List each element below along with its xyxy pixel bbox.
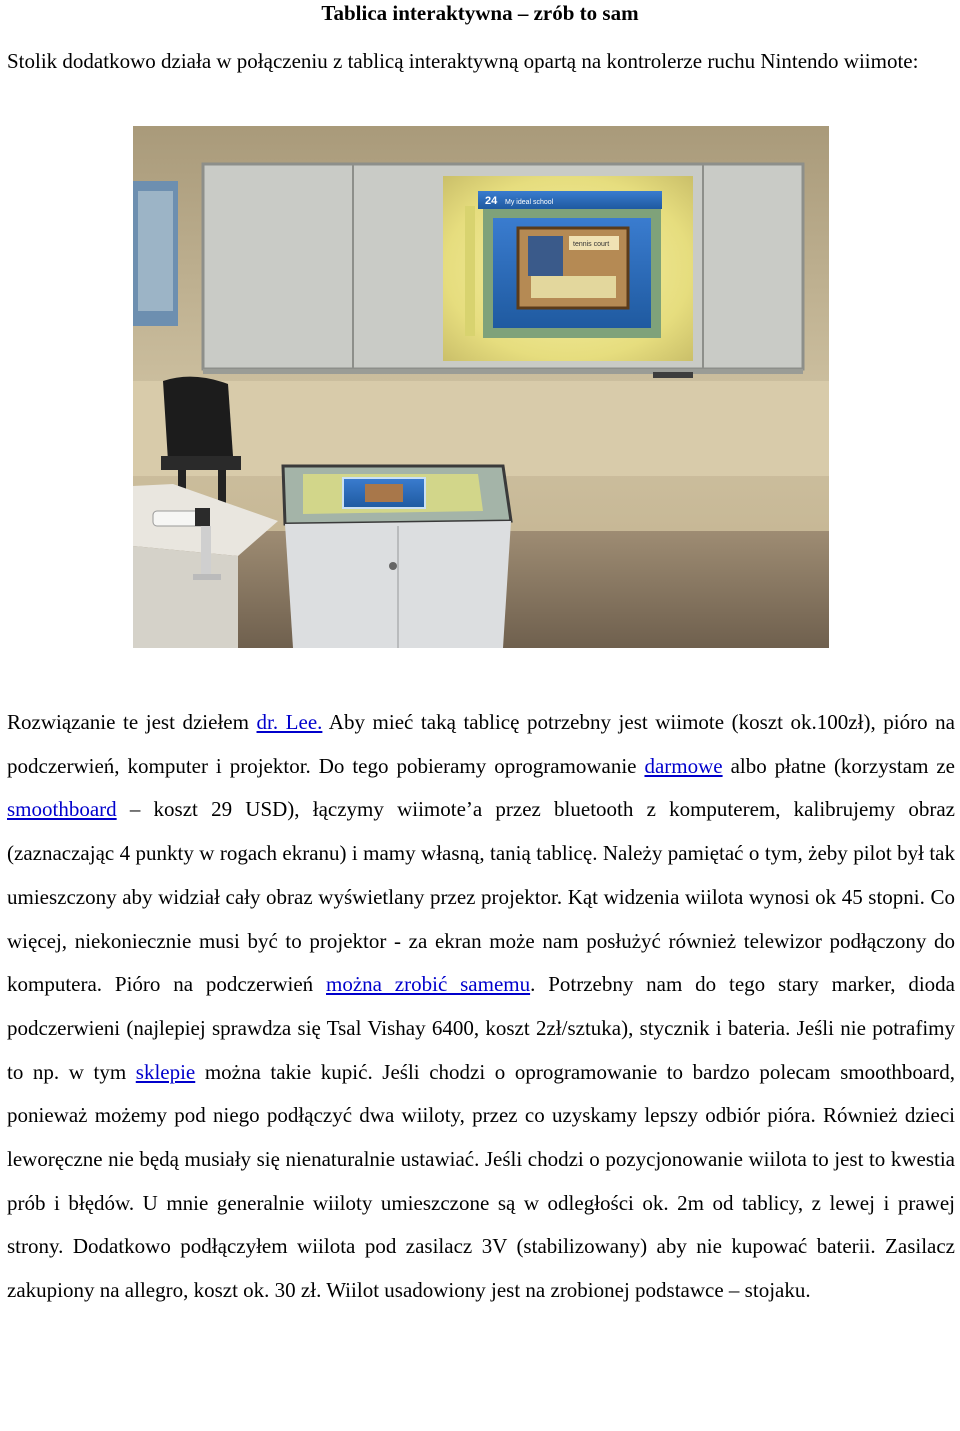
body-text-3: albo płatne (korzystam ze — [722, 753, 956, 778]
body-text-5: . Potrzebny nam do tego stary marker, dioda podczerwieni (najlepiej sprawdza się Tsal Vishay 6400, koszt 2zł/sztuka), stycznik i bateria. Jeśli nie potrafimy to np. w tym — [7, 972, 955, 1084]
body-paragraph — [7, 701, 955, 1313]
body-text-4: – koszt 29 USD), łączymy wiimote’a przez bluetooth z komputerem, kalibrujemy obraz (zaznaczając 4 punkty w rogach ekranu) i mamy własną, tanią tablicę. Należy pamiętać o tym, żeby pilot był tak umieszczony aby widział cały obraz wyświetlany przez projektor. Kąt widzenia wiilota wynosi ok 45 stopni. Co więcej, niekoniecznie musi być to projektor - za ekran może nam posłużyć również telewizor podłączony do komputera. Pióro na podczerwień — [7, 797, 955, 997]
link-darmowe[interactable]: darmowe — [644, 753, 723, 778]
classroom-photo — [133, 126, 829, 648]
photo-board-text: My ideal school — [505, 199, 554, 206]
link-mozna-zrobic-samemu[interactable]: można zrobić samemu — [326, 972, 531, 997]
link-dr-lee[interactable]: dr. Lee. — [256, 710, 323, 734]
intro-paragraph: Stolik dodatkowo działa w połączeniu z tablicą interaktywną opartą na kontrolerze ruchu Nintendo wiimote: — [7, 49, 919, 73]
link-sklepie[interactable]: sklepie — [135, 1059, 196, 1084]
body-text-1: Rozwiązanie te jest dziełem — [7, 710, 257, 734]
body-text-6: można takie kupić. Jeśli chodzi o oprogramowanie to bardzo polecam smoothboard, ponieważ możemy pod niego podłączyć dwa wiiloty, przez co uzyskamy lepszy odbiór pióra. Również dzieci leworęczne nie będą musiały się nienaturalnie ustawiać. Jeśli chodzi o pozycjonowanie wiilota to jest to kwestia prób i błędów. U mnie generalnie wiiloty umieszczone są w odległości ok. 2m od tablicy, z lewej i prawej strony. Dodatkowo podłączyłem wiilota pod zasilacz 3V (stabilizowany) aby nie kupować baterii. Zasilacz zakupiony na allegro, koszt ok. 30 zł. Wiilot usadowiony jest na zrobionej podstawce – stojaku. — [7, 1059, 955, 1303]
document-title: Tablica interaktywna – zrób to sam — [321, 1, 639, 25]
photo-card-text: tennis court — [573, 241, 610, 248]
link-smoothboard[interactable]: smoothboard — [7, 797, 117, 822]
photo-screen-number: 24 — [485, 195, 498, 207]
body-text-2: Aby mieć taką tablicę potrzebny jest wiimote (koszt ok.100zł), pióro na podczerwień, komputer i projektor. Do tego pobieramy oprogramowanie — [7, 710, 955, 778]
